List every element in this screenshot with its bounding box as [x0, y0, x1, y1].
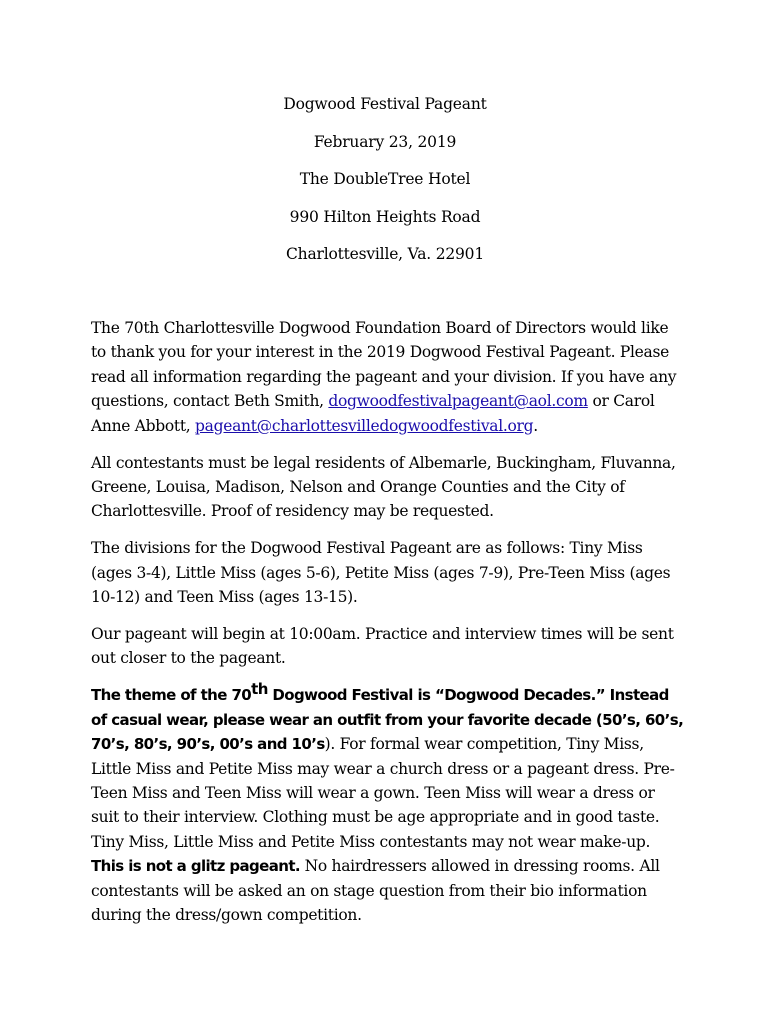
intro-text-2: or Carol Anne Abbott, [91, 392, 655, 435]
theme-paragraph [91, 680, 687, 927]
intro-text-1: The 70th Charlottesville Dogwood Foundation Board of Directors would like to thank you for your interest in the 2019 Dogwood Festival Pageant. Please read all information regarding the pageant and your division. If you have any questions, contact Beth Smith, [91, 319, 677, 411]
glitz-notice: This is not a glitz pageant. [91, 857, 300, 876]
residency-paragraph: All contestants must be legal residents of Albemarle, Buckingham, Fluvanna, Greene, Louisa, Madison, Nelson and Orange Counties and the City of Charlottesville. Proof of residency may be requested. [91, 453, 676, 521]
event-city: Charlottesville, Va. 22901 [286, 245, 484, 263]
rules-text: No hairdressers allowed in dressing rooms. All contestants will be asked an on stage question from their bio information during the dress/gown competition. [91, 857, 660, 924]
intro-paragraph [91, 316, 687, 438]
attire-text: ). For formal wear competition, Tiny Miss, Little Miss and Petite Miss may wear a church dress or a pageant dress. Pre-Teen Miss and Teen Miss will wear a gown. Teen Miss will wear a dress or suit to their interview. Clothing must be age appropriate and in good taste. Tiny Miss, Little Miss and Petite Miss contestants may not wear make-up. [91, 735, 675, 851]
event-venue: The DoubleTree Hotel [299, 170, 471, 188]
event-date: February 23, 2019 [313, 132, 457, 151]
event-header [0, 92, 770, 280]
divisions-paragraph: The divisions for the Dogwood Festival Pageant are as follows: Tiny Miss (ages 3-4), Little Miss (ages 5-6), Petite Miss (ages 7-9), Pre-Teen Miss (ages 10-12) and Teen Miss (ages 13-15). [91, 539, 671, 607]
event-title: Dogwood Festival Pageant [283, 95, 487, 113]
intro-text-3: . [533, 416, 538, 435]
letter-body [91, 316, 687, 940]
theme-superscript: th [251, 680, 268, 699]
theme-bold-2: Dogwood Festival is “Dogwood Decades.” Instead of casual wear, please wear an outfit from your favorite decade (50’s, 60’s, 70’s, 80’s, 90’s, 00’s and 10’s [91, 686, 684, 754]
event-address: 990 Hilton Heights Road [289, 207, 481, 226]
schedule-paragraph: Our pageant will begin at 10:00am. Practice and interview times will be sent out closer to the pageant. [91, 624, 674, 668]
theme-bold-1: The theme of the 70 [91, 686, 252, 705]
email-link-beth-smith[interactable]: dogwoodfestivalpageant@aol.com [328, 392, 588, 411]
email-link-carol-anne-abbott[interactable]: pageant@charlottesvilledogwoodfestival.org [195, 416, 534, 435]
